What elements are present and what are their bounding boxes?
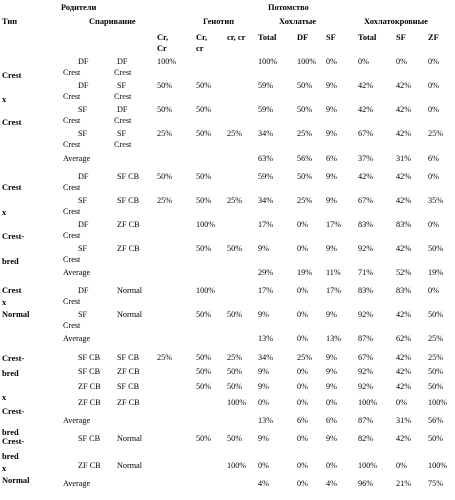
parent2-6-0: SF CB: [117, 196, 140, 205]
parent2-19-0: Normal: [117, 461, 143, 470]
crestcolor-value-1-0: 42%: [358, 81, 374, 90]
parent1-15-0: ZF CB: [78, 382, 101, 391]
crested-value-17-1: 6%: [297, 416, 308, 425]
genotype-value-11-1: 50%: [196, 310, 212, 319]
crest-color-group-header: Хохлатокровные: [364, 17, 428, 26]
parent2-7-0: ZF CB: [117, 220, 140, 229]
crested-value-2-0: 59%: [258, 105, 274, 114]
crested-value-13-2: 9%: [326, 353, 337, 362]
parent2-1-1: Crest: [114, 92, 132, 101]
parent1-10-1: Crest: [63, 297, 81, 306]
parent1-14-0: SF CB: [78, 367, 101, 376]
crested-value-1-2: 9%: [326, 81, 337, 90]
parent2-3-0: SF: [117, 129, 127, 138]
parent1-6-0: SF: [78, 196, 88, 205]
crestcolor-value-2-2: 0%: [428, 105, 439, 114]
crested-value-9-2: 11%: [326, 268, 341, 277]
crested-value-5-0: 59%: [258, 172, 274, 181]
parent1-0-1: Crest: [63, 68, 81, 77]
crested-value-9-0: 29%: [258, 268, 274, 277]
offspring-header: Потомство: [268, 3, 309, 12]
parent1-2-1: Crest: [63, 116, 81, 125]
crestcolor-value-4-2: 6%: [428, 154, 439, 163]
genotype-cr-cr-het-line2: cr: [196, 44, 204, 53]
crestcolor-value-18-1: 42%: [396, 434, 412, 443]
genotype-value-15-1: 50%: [196, 382, 212, 391]
crestcolor-value-19-1: 0%: [396, 461, 407, 470]
parent2-14-0: ZF CB: [117, 367, 140, 376]
crested-value-0-2: 0%: [326, 57, 337, 66]
crestcolor-value-12-2: 25%: [428, 334, 444, 343]
type-group-4-line-2: x: [2, 464, 7, 473]
genotype-value-0-0: 100%: [157, 57, 177, 66]
crested-value-8-1: 0%: [297, 244, 308, 253]
parent1-2-0: SF: [78, 105, 88, 114]
genotype-value-6-0: 25%: [157, 196, 173, 205]
genotype-value-6-2: 25%: [227, 196, 243, 205]
crestcolor-value-4-1: 31%: [396, 154, 412, 163]
parent1-5-0: DF: [78, 172, 89, 181]
crestcolor-value-10-0: 83%: [358, 286, 374, 295]
crested-value-9-1: 19%: [297, 268, 313, 277]
crested-group-header: Хохлатые: [279, 17, 316, 26]
type-group-4-line-3: Normal: [2, 476, 30, 485]
crested-value-1-1: 50%: [297, 81, 313, 90]
genotype-value-2-0: 50%: [157, 105, 173, 114]
crestcolor-value-7-1: 83%: [396, 220, 412, 229]
type-group-1-line-1: x: [2, 208, 7, 217]
crestcolor-value-1-2: 0%: [428, 81, 439, 90]
crested-value-16-2: 0%: [326, 398, 337, 407]
crestcolor-value-9-2: 19%: [428, 268, 444, 277]
parent1-10-0: DF: [78, 286, 89, 295]
crested-value-12-2: 13%: [326, 334, 342, 343]
genotype-value-8-2: 50%: [227, 244, 243, 253]
crestcolor-value-6-2: 35%: [428, 196, 444, 205]
genotype-value-10-1: 100%: [196, 286, 216, 295]
crested-value-20-0: 4%: [258, 479, 269, 488]
parent2-0-1: Crest: [114, 68, 132, 77]
crestcolor-zf-header: ZF: [428, 33, 439, 42]
genotype-value-13-1: 50%: [196, 353, 212, 362]
crestcolor-value-10-1: 83%: [396, 286, 412, 295]
genotype-value-6-1: 50%: [196, 196, 212, 205]
type-group-0-line-2: Crest: [2, 118, 22, 127]
crested-value-15-0: 9%: [258, 382, 269, 391]
crestcolor-total-header: Total: [358, 33, 377, 42]
crested-value-12-1: 0%: [297, 334, 308, 343]
crested-total-header: Total: [258, 33, 277, 42]
crested-value-16-1: 0%: [297, 398, 308, 407]
crested-value-11-0: 9%: [258, 310, 269, 319]
genotype-value-5-0: 50%: [157, 172, 173, 181]
crested-value-14-1: 0%: [297, 367, 308, 376]
crestcolor-value-9-1: 52%: [396, 268, 412, 277]
genotype-value-18-1: 50%: [196, 434, 212, 443]
parent1-3-0: SF: [78, 129, 88, 138]
parent2-2-1: Crest: [114, 116, 132, 125]
genotype-cr-cr-line1: Cr,: [157, 33, 169, 42]
crested-value-5-1: 50%: [297, 172, 313, 181]
crestcolor-value-12-1: 62%: [396, 334, 412, 343]
crestcolor-value-20-2: 75%: [428, 479, 444, 488]
genotype-value-2-1: 50%: [196, 105, 212, 114]
type-header: Тип: [2, 17, 18, 26]
crested-value-3-2: 9%: [326, 129, 337, 138]
crestcolor-value-18-2: 50%: [428, 434, 444, 443]
crested-value-10-0: 17%: [258, 286, 274, 295]
genotype-value-3-1: 50%: [196, 129, 212, 138]
crestcolor-value-14-0: 92%: [358, 367, 374, 376]
average-label-17: Average: [63, 416, 91, 425]
crested-value-7-0: 17%: [258, 220, 274, 229]
crested-value-2-1: 50%: [297, 105, 313, 114]
crested-value-10-2: 17%: [326, 286, 342, 295]
crestcolor-value-18-0: 82%: [358, 434, 374, 443]
crested-value-8-2: 9%: [326, 244, 337, 253]
crestcolor-value-14-2: 50%: [428, 367, 444, 376]
crestcolor-value-9-0: 71%: [358, 268, 374, 277]
parent1-5-1: Crest: [63, 183, 81, 192]
parent1-8-0: SF: [78, 244, 88, 253]
crested-value-13-0: 34%: [258, 353, 274, 362]
genotype-value-7-1: 100%: [196, 220, 216, 229]
parent1-7-1: Crest: [63, 231, 81, 240]
genotype-value-18-2: 50%: [227, 434, 243, 443]
parent2-3-1: Crest: [114, 140, 132, 149]
parent2-5-0: SF CB: [117, 172, 140, 181]
crested-value-17-2: 6%: [326, 416, 337, 425]
type-group-1-line-3: bred: [2, 257, 19, 266]
crested-value-14-0: 9%: [258, 367, 269, 376]
average-label-4: Average: [63, 154, 91, 163]
type-group-4-line-1: bred: [2, 452, 19, 461]
type-group-3-line-0: Crest-: [2, 354, 25, 363]
crestcolor-value-3-1: 42%: [396, 129, 412, 138]
crested-value-7-1: 0%: [297, 220, 308, 229]
type-group-1-line-0: Crest: [2, 183, 22, 192]
crested-value-6-0: 34%: [258, 196, 274, 205]
type-group-0-line-0: Crest: [2, 71, 22, 80]
parent1-18-0: SF CB: [78, 434, 101, 443]
crested-value-18-1: 0%: [297, 434, 308, 443]
crested-value-17-0: 13%: [258, 416, 274, 425]
parent1-1-1: Crest: [63, 92, 81, 101]
crested-value-15-1: 0%: [297, 382, 308, 391]
genotype-value-15-2: 50%: [227, 382, 243, 391]
crestcolor-value-2-1: 42%: [396, 105, 412, 114]
parent1-11-1: Crest: [63, 321, 81, 330]
parent1-0-0: DF: [78, 57, 89, 66]
crestcolor-value-5-1: 42%: [396, 172, 412, 181]
crestcolor-value-10-2: 0%: [428, 286, 439, 295]
crested-value-14-2: 9%: [326, 367, 337, 376]
crestcolor-value-13-1: 42%: [396, 353, 412, 362]
crested-value-4-1: 56%: [297, 154, 313, 163]
genotype-value-16-2: 100%: [227, 398, 247, 407]
type-group-1-line-2: Crest-: [2, 232, 25, 241]
parent2-15-0: SF CB: [117, 382, 140, 391]
crestcolor-value-6-1: 42%: [396, 196, 412, 205]
crestcolor-value-13-2: 25%: [428, 353, 444, 362]
crested-value-18-0: 9%: [258, 434, 269, 443]
type-group-0-line-1: x: [2, 95, 7, 104]
crested-value-7-2: 17%: [326, 220, 342, 229]
parent2-2-0: DF: [117, 105, 128, 114]
parent2-11-0: Normal: [117, 310, 143, 319]
type-group-2-line-2: Normal: [2, 310, 30, 319]
parent2-8-0: ZF CB: [117, 244, 140, 253]
crested-value-20-2: 4%: [326, 479, 337, 488]
parent2-10-0: Normal: [117, 286, 143, 295]
average-label-9: Average: [63, 268, 91, 277]
crestcolor-value-0-0: 0%: [358, 57, 369, 66]
genotype-value-11-2: 50%: [227, 310, 243, 319]
parent1-19-0: ZF CB: [78, 461, 101, 470]
crestcolor-value-8-0: 92%: [358, 244, 374, 253]
crestcolor-value-0-1: 0%: [396, 57, 407, 66]
crested-value-3-0: 34%: [258, 129, 274, 138]
type-group-3-line-2: x: [2, 393, 7, 402]
crested-value-19-1: 0%: [297, 461, 308, 470]
crestcolor-value-17-1: 31%: [396, 416, 412, 425]
crested-value-19-2: 0%: [326, 461, 337, 470]
crestcolor-value-2-0: 42%: [358, 105, 374, 114]
average-label-12: Average: [63, 334, 91, 343]
crestcolor-value-5-2: 0%: [428, 172, 439, 181]
crestcolor-value-13-0: 67%: [358, 353, 374, 362]
crestcolor-value-16-1: 0%: [396, 398, 407, 407]
crested-value-16-0: 0%: [258, 398, 269, 407]
genotype-value-3-2: 25%: [227, 129, 243, 138]
parent2-1-0: SF: [117, 81, 127, 90]
crestcolor-value-0-2: 0%: [428, 57, 439, 66]
crested-value-4-0: 63%: [258, 154, 274, 163]
crestcolor-value-19-2: 100%: [428, 461, 448, 470]
crested-value-5-2: 9%: [326, 172, 337, 181]
crestcolor-value-7-0: 83%: [358, 220, 374, 229]
crestcolor-value-15-2: 50%: [428, 382, 444, 391]
parent2-0-0: DF: [117, 57, 128, 66]
parent1-16-0: ZF CB: [78, 398, 101, 407]
genotype-value-3-0: 25%: [157, 129, 173, 138]
crestcolor-value-11-1: 42%: [396, 310, 412, 319]
crestcolor-value-4-0: 37%: [358, 154, 374, 163]
parent2-16-0: ZF CB: [117, 398, 140, 407]
crestcolor-value-3-0: 67%: [358, 129, 374, 138]
crested-value-6-2: 9%: [326, 196, 337, 205]
genotype-value-8-1: 50%: [196, 244, 212, 253]
type-group-3-line-3: Crest-: [2, 407, 25, 416]
crested-value-18-2: 9%: [326, 434, 337, 443]
genotype-value-5-1: 50%: [196, 172, 212, 181]
type-group-4-line-0: Crest-: [2, 437, 25, 446]
crestcolor-value-11-2: 50%: [428, 310, 444, 319]
parents-header: Родители: [61, 3, 97, 12]
genotype-value-19-2: 100%: [227, 461, 247, 470]
type-group-3-line-4: bred: [2, 428, 19, 437]
crested-value-3-1: 25%: [297, 129, 313, 138]
crestcolor-value-17-0: 87%: [358, 416, 374, 425]
crested-value-15-2: 9%: [326, 382, 337, 391]
genotype-value-13-0: 25%: [157, 353, 173, 362]
crested-df-header: DF: [297, 33, 309, 42]
parent1-13-0: SF CB: [78, 353, 101, 362]
crested-value-11-1: 0%: [297, 310, 308, 319]
parent1-8-1: Crest: [63, 255, 81, 264]
mating-header: Спаривание: [89, 17, 136, 26]
crestcolor-sf-header: SF: [396, 33, 406, 42]
type-group-3-line-1: bred: [2, 369, 19, 378]
crestcolor-value-8-1: 42%: [396, 244, 412, 253]
type-group-2-line-1: x: [2, 298, 7, 307]
crestcolor-value-15-1: 42%: [396, 382, 412, 391]
crested-value-8-0: 9%: [258, 244, 269, 253]
crestcolor-value-6-0: 67%: [358, 196, 374, 205]
crestcolor-value-12-0: 87%: [358, 334, 374, 343]
crested-value-11-2: 9%: [326, 310, 337, 319]
average-label-20: Average: [63, 479, 91, 488]
crested-value-10-1: 0%: [297, 286, 308, 295]
crestcolor-value-8-2: 50%: [428, 244, 444, 253]
crestcolor-value-1-1: 42%: [396, 81, 412, 90]
parent2-18-0: Normal: [117, 434, 143, 443]
crestcolor-value-14-1: 42%: [396, 367, 412, 376]
genotype-cr-cr-het-line1: Cr,: [196, 33, 208, 42]
crestcolor-value-16-2: 100%: [428, 398, 448, 407]
crestcolor-value-11-0: 92%: [358, 310, 374, 319]
parent1-11-0: SF: [78, 310, 88, 319]
crested-value-19-0: 0%: [258, 461, 269, 470]
crestcolor-value-15-0: 92%: [358, 382, 374, 391]
genotype-value-14-2: 50%: [227, 367, 243, 376]
crestcolor-value-16-0: 100%: [358, 398, 378, 407]
crestcolor-value-3-2: 25%: [428, 129, 444, 138]
crested-value-0-1: 100%: [297, 57, 317, 66]
crested-value-6-1: 25%: [297, 196, 313, 205]
genotype-value-14-1: 50%: [196, 367, 212, 376]
crested-sf-header: SF: [326, 33, 336, 42]
crested-value-0-0: 100%: [258, 57, 278, 66]
crestcolor-value-5-0: 42%: [358, 172, 374, 181]
crested-value-1-0: 59%: [258, 81, 274, 90]
crestcolor-value-7-2: 0%: [428, 220, 439, 229]
genotype-value-1-1: 50%: [196, 81, 212, 90]
crestcolor-value-19-0: 100%: [358, 461, 378, 470]
genotype-value-13-2: 25%: [227, 353, 243, 362]
genotype-cr-cr-line2: Cr: [157, 44, 167, 53]
crestcolor-value-20-0: 96%: [358, 479, 374, 488]
parent1-7-0: DF: [78, 220, 89, 229]
crestcolor-value-17-2: 56%: [428, 416, 444, 425]
genotype-value-1-0: 50%: [157, 81, 173, 90]
parent1-3-1: Crest: [63, 140, 81, 149]
parent2-13-0: SF CB: [117, 353, 140, 362]
genotype-header: Генотип: [203, 17, 235, 26]
type-group-2-line-0: Crest: [2, 286, 22, 295]
crested-value-20-1: 0%: [297, 479, 308, 488]
crested-value-12-0: 13%: [258, 334, 274, 343]
crested-value-2-2: 9%: [326, 105, 337, 114]
crested-value-13-1: 25%: [297, 353, 313, 362]
crested-value-4-2: 6%: [326, 154, 337, 163]
parent1-1-0: DF: [78, 81, 89, 90]
genotype-cr-cr-recessive: cr, cr: [227, 33, 246, 42]
parent1-6-1: Crest: [63, 207, 81, 216]
crestcolor-value-20-1: 21%: [396, 479, 412, 488]
